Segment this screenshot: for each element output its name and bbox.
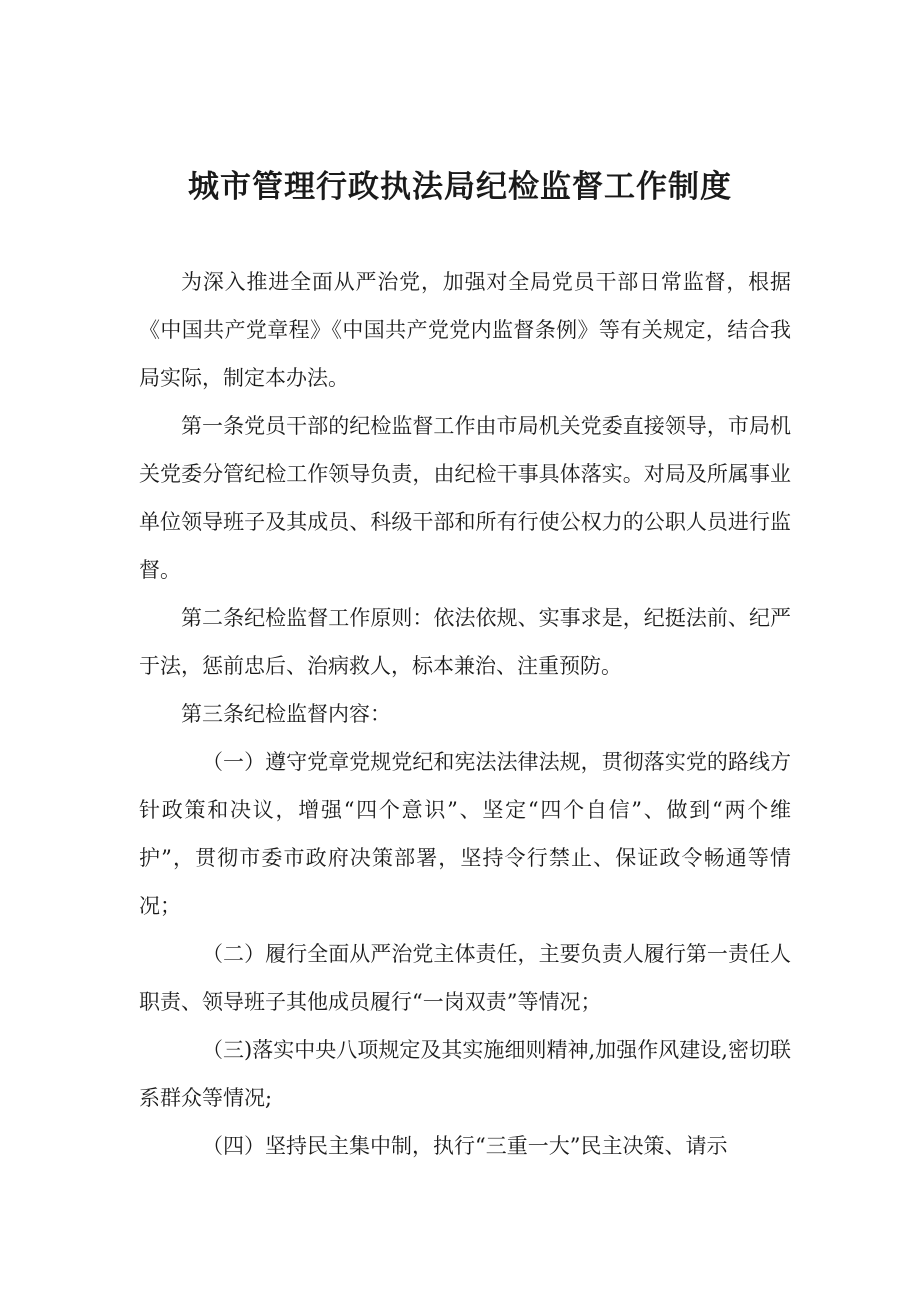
article-1-paragraph: 第一条党员干部的纪检监督工作由市局机关党委直接领导，市局机关党委分管纪检工作领导负责，由纪检干事具体落实。对局及所属事业单位领导班子及其成员、科级干部和所有行使公权力的公职人员进行监督。 bbox=[139, 414, 791, 582]
article-3-heading: 第三条纪检监督内容： bbox=[181, 702, 391, 726]
document-title: 城市管理行政执法局纪检监督工作制度 bbox=[188, 169, 732, 205]
intro-paragraph: 为深入推进全面从严治党，加强对全局党员干部日常监督，根据《中国共产党章程》《中国共产党党内监督条例》等有关规定，结合我局实际，制定本办法。 bbox=[139, 270, 791, 390]
content-item-3: （三)落实中央八项规定及其实施细则精神,加强作风建设,密切联系群众等情况; bbox=[139, 1038, 791, 1110]
content-item-4: （四）坚持民主集中制，执行“三重一大”民主决策、请示 bbox=[202, 1134, 728, 1158]
content-item-2: （二）履行全面从严治党主体责任，主要负责人履行第一责任人职责、领导班子其他成员履行“一岗双责”等情况； bbox=[139, 942, 791, 1014]
content-item-1: （一）遵守党章党规党纪和宪法法律法规，贯彻落实党的路线方针政策和决议，增强“四个意识”、坚定“四个自信”、做到“两个维护”，贯彻市委市政府决策部署，坚持令行禁止、保证政令畅通等情况； bbox=[139, 750, 791, 918]
article-2-paragraph: 第二条纪检监督工作原则：依法依规、实事求是，纪挺法前、纪严于法，惩前忠后、治病救人，标本兼治、注重预防。 bbox=[139, 606, 791, 678]
document-body bbox=[139, 258, 791, 1170]
